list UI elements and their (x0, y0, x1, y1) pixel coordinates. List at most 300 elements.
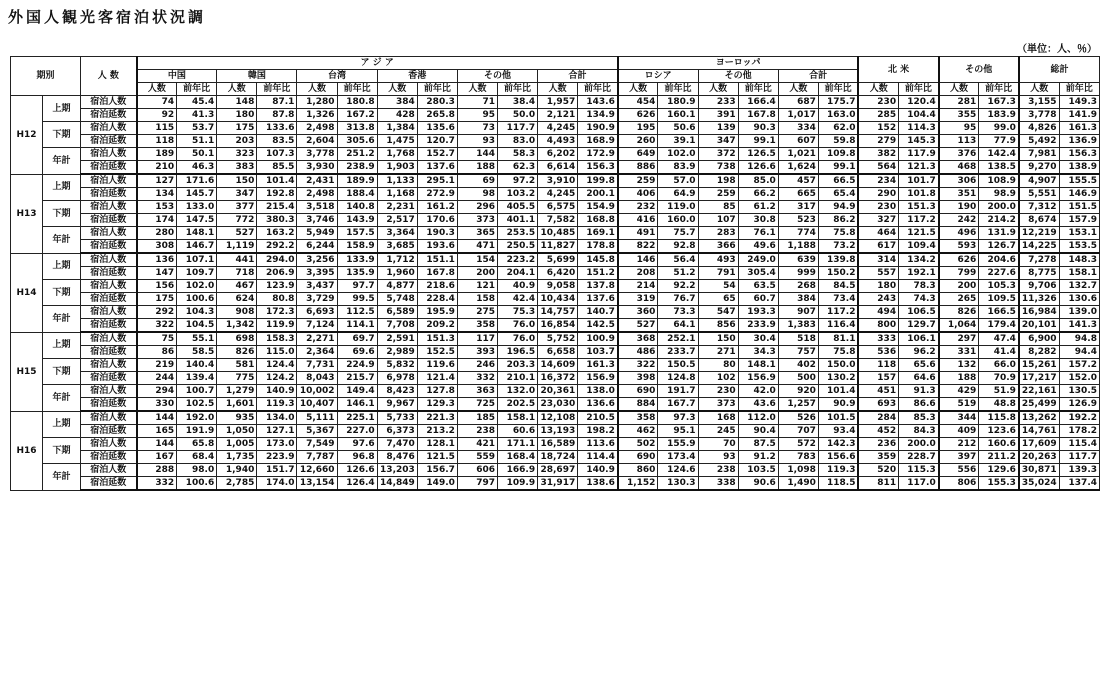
ratio-cell: 49.6 (738, 240, 778, 254)
metric-label: 宿泊延数 (81, 267, 137, 280)
count-cell: 1,017 (778, 109, 818, 122)
count-header: 人数 (217, 83, 257, 96)
count-cell: 22,161 (1019, 385, 1059, 398)
ratio-cell: 252.1 (658, 332, 698, 346)
ratio-header: 前年比 (899, 83, 939, 96)
count-cell: 373 (457, 214, 497, 227)
count-cell: 144 (137, 438, 177, 451)
ratio-cell: 60.6 (498, 425, 538, 438)
ratio-cell: 95.1 (658, 425, 698, 438)
count-cell: 13,262 (1019, 411, 1059, 425)
table-row (11, 148, 1100, 161)
count-cell: 6,244 (297, 240, 337, 254)
ratio-cell: 73.4 (818, 293, 858, 306)
ratio-cell: 160.0 (658, 214, 698, 227)
ratio-cell: 305.4 (738, 267, 778, 280)
count-cell: 6,420 (538, 267, 578, 280)
ratio-cell: 233.7 (658, 346, 698, 359)
ratio-cell: 190.9 (578, 122, 618, 135)
count-cell: 593 (939, 240, 979, 254)
period-label: 年計 (43, 227, 81, 254)
ratio-cell: 126.6 (738, 161, 778, 175)
count-cell: 245 (698, 425, 738, 438)
ratio-cell: 48.8 (979, 398, 1019, 412)
period-header: 期別 (11, 57, 81, 96)
ratio-cell: 109.5 (979, 293, 1019, 306)
count-cell: 11,827 (538, 240, 578, 254)
count-cell: 334 (778, 122, 818, 135)
ratio-cell: 76.7 (658, 293, 698, 306)
count-cell: 2,364 (297, 346, 337, 359)
ratio-cell: 156.3 (578, 161, 618, 175)
count-cell: 365 (457, 227, 497, 240)
ratio-cell: 101.5 (818, 411, 858, 425)
count-cell: 4,245 (538, 188, 578, 201)
count-cell: 368 (618, 332, 658, 346)
ratio-cell: 117.2 (818, 306, 858, 319)
count-cell: 556 (939, 464, 979, 477)
table-row (11, 477, 1100, 491)
count-cell: 284 (858, 411, 898, 425)
count-cell: 783 (778, 451, 818, 464)
table-row (11, 109, 1100, 122)
count-cell: 260 (618, 135, 658, 148)
ratio-cell: 158.3 (257, 332, 297, 346)
table-body (11, 96, 1100, 491)
sub-header: その他 (457, 70, 537, 83)
ratio-cell: 148.3 (1059, 253, 1099, 267)
ratio-cell: 214.2 (979, 214, 1019, 227)
count-cell: 18,724 (538, 451, 578, 464)
count-cell: 3,155 (1019, 96, 1059, 109)
metric-label: 宿泊延数 (81, 372, 137, 385)
ratio-cell: 85.3 (899, 411, 939, 425)
count-cell: 3,685 (377, 240, 417, 254)
count-cell: 279 (858, 135, 898, 148)
ratio-cell: 126.7 (979, 240, 1019, 254)
ratio-cell: 155.5 (1059, 174, 1099, 188)
count-cell: 210 (137, 161, 177, 175)
ratio-cell: 142.5 (578, 319, 618, 333)
ratio-cell: 143.6 (578, 96, 618, 109)
ratio-cell: 65.8 (177, 438, 217, 451)
ratio-cell: 66.0 (979, 359, 1019, 372)
ratio-cell: 156.9 (738, 372, 778, 385)
count-cell: 617 (858, 240, 898, 254)
ratio-cell: 98.0 (177, 464, 217, 477)
count-header: 人数 (297, 83, 337, 96)
count-cell: 154 (457, 253, 497, 267)
ratio-cell: 70.9 (979, 372, 1019, 385)
ratio-cell: 196.5 (498, 346, 538, 359)
ratio-cell: 109.8 (818, 148, 858, 161)
count-cell: 791 (698, 267, 738, 280)
count-cell: 344 (939, 411, 979, 425)
ratio-cell: 123.9 (257, 280, 297, 293)
count-cell: 265 (939, 293, 979, 306)
count-cell: 6,978 (377, 372, 417, 385)
ratio-cell: 117.7 (498, 122, 538, 135)
ratio-cell: 156.9 (578, 372, 618, 385)
ratio-cell: 280.3 (417, 96, 457, 109)
count-cell: 494 (858, 306, 898, 319)
count-cell: 690 (618, 451, 658, 464)
ratio-cell: 137.8 (578, 280, 618, 293)
count-cell: 275 (457, 306, 497, 319)
count-cell: 12,219 (1019, 227, 1059, 240)
count-header: 人数 (377, 83, 417, 96)
period-label: 下期 (43, 280, 81, 306)
ratio-cell: 140.8 (337, 201, 377, 214)
ratio-cell: 87.5 (738, 438, 778, 451)
count-cell: 1,119 (217, 240, 257, 254)
count-cell: 292 (137, 306, 177, 319)
count-cell: 1,903 (377, 161, 417, 175)
ratio-cell: 127.1 (257, 425, 297, 438)
count-cell: 2,271 (297, 332, 337, 346)
ratio-cell: 51.9 (979, 385, 1019, 398)
count-cell: 30,871 (1019, 464, 1059, 477)
ratio-cell: 251.2 (337, 148, 377, 161)
count-cell: 1,133 (377, 174, 417, 188)
count-cell: 283 (698, 227, 738, 240)
count-cell: 1,490 (778, 477, 818, 491)
metric-header-row (11, 83, 1100, 96)
count-cell: 5,733 (377, 411, 417, 425)
count-header: 人数 (858, 83, 898, 96)
ratio-cell: 94.9 (818, 201, 858, 214)
ratio-cell: 133.6 (257, 122, 297, 135)
ratio-cell: 78.3 (899, 280, 939, 293)
metric-label: 宿泊人数 (81, 201, 137, 214)
count-cell: 398 (618, 372, 658, 385)
count-cell: 80 (698, 359, 738, 372)
count-cell: 14,757 (538, 306, 578, 319)
sub-header: 香港 (377, 70, 457, 83)
ratio-cell: 265.8 (417, 109, 457, 122)
count-cell: 17,217 (1019, 372, 1059, 385)
count-cell: 20,101 (1019, 319, 1059, 333)
table-row (11, 451, 1100, 464)
count-cell: 496 (939, 227, 979, 240)
ratio-cell: 69.7 (337, 332, 377, 346)
north-america-header: 北 米 (858, 57, 938, 83)
ratio-cell: 228.4 (417, 293, 457, 306)
ratio-cell: 50.0 (498, 109, 538, 122)
ratio-cell: 193.6 (417, 240, 457, 254)
period-label: 下期 (43, 201, 81, 227)
count-cell: 1,940 (217, 464, 257, 477)
ratio-cell: 126.6 (337, 464, 377, 477)
ratio-cell: 66.2 (738, 188, 778, 201)
ratio-cell: 305.6 (337, 135, 377, 148)
ratio-cell: 161.3 (1059, 122, 1099, 135)
count-cell: 467 (217, 280, 257, 293)
ratio-cell: 65.6 (899, 359, 939, 372)
count-cell: 13,203 (377, 464, 417, 477)
ratio-cell: 124.4 (257, 359, 297, 372)
count-cell: 690 (618, 385, 658, 398)
count-cell: 1,168 (377, 188, 417, 201)
ratio-cell: 158.1 (1059, 267, 1099, 280)
ratio-cell: 136.9 (1059, 135, 1099, 148)
ratio-cell: 41.4 (979, 346, 1019, 359)
table-row (11, 332, 1100, 346)
ratio-cell: 100.6 (177, 477, 217, 491)
count-cell: 230 (858, 96, 898, 109)
ratio-cell: 129.3 (417, 398, 457, 412)
count-cell: 1,735 (217, 451, 257, 464)
count-cell: 1,005 (217, 438, 257, 451)
ratio-cell: 146.9 (1059, 188, 1099, 201)
ratio-cell: 92.8 (658, 240, 698, 254)
ratio-cell: 112.5 (337, 306, 377, 319)
ratio-cell: 96.2 (899, 346, 939, 359)
count-cell: 9,058 (538, 280, 578, 293)
count-cell: 12,660 (297, 464, 337, 477)
count-cell: 856 (698, 319, 738, 333)
ratio-cell: 145.3 (899, 135, 939, 148)
lodging-table (10, 56, 1100, 491)
ratio-cell: 130.5 (1059, 385, 1099, 398)
count-cell: 127 (137, 174, 177, 188)
europe-header: ヨーロッパ (618, 57, 859, 70)
count-cell: 451 (858, 385, 898, 398)
count-cell: 16,372 (538, 372, 578, 385)
table-row (11, 174, 1100, 188)
ratio-cell: 90.4 (738, 425, 778, 438)
count-cell: 384 (377, 96, 417, 109)
count-cell: 188 (939, 372, 979, 385)
ratio-cell: 192.0 (177, 411, 217, 425)
count-cell: 150 (217, 174, 257, 188)
metric-label: 宿泊人数 (81, 332, 137, 346)
ratio-cell: 167.2 (337, 109, 377, 122)
ratio-cell: 224.9 (337, 359, 377, 372)
count-cell: 624 (217, 293, 257, 306)
ratio-cell: 200.1 (578, 188, 618, 201)
ratio-cell: 119.0 (658, 201, 698, 214)
ratio-cell: 167.7 (658, 398, 698, 412)
count-cell: 527 (217, 227, 257, 240)
count-cell: 559 (457, 451, 497, 464)
ratio-cell: 83.5 (257, 135, 297, 148)
table-row (11, 319, 1100, 333)
count-cell: 4,826 (1019, 122, 1059, 135)
ratio-cell: 223.2 (498, 253, 538, 267)
count-cell: 93 (457, 135, 497, 148)
count-cell: 351 (939, 188, 979, 201)
count-cell: 547 (698, 306, 738, 319)
count-cell: 826 (217, 346, 257, 359)
count-cell: 382 (858, 148, 898, 161)
count-cell: 338 (698, 477, 738, 491)
ratio-cell: 150.2 (818, 267, 858, 280)
ratio-cell: 114.4 (578, 451, 618, 464)
count-cell: 376 (939, 148, 979, 161)
ratio-cell: 221.3 (417, 411, 457, 425)
table-row (11, 214, 1100, 227)
ratio-cell: 167.8 (738, 109, 778, 122)
ratio-cell: 75.7 (658, 227, 698, 240)
period-label: 上期 (43, 332, 81, 359)
ratio-cell: 132.0 (498, 385, 538, 398)
count-cell: 2,231 (377, 201, 417, 214)
ratio-cell: 178.8 (578, 240, 618, 254)
ratio-cell: 53.7 (177, 122, 217, 135)
count-cell: 486 (618, 346, 658, 359)
count-cell: 421 (457, 438, 497, 451)
count-cell: 358 (618, 411, 658, 425)
count-cell: 406 (618, 188, 658, 201)
count-cell: 7,787 (297, 451, 337, 464)
ratio-cell: 148.1 (738, 359, 778, 372)
count-header: 人数 (137, 83, 177, 96)
table-row (11, 411, 1100, 425)
count-cell: 188 (457, 161, 497, 175)
count-cell: 2,591 (377, 332, 417, 346)
ratio-cell: 156.6 (818, 451, 858, 464)
count-cell: 698 (217, 332, 257, 346)
metric-label: 宿泊延数 (81, 477, 137, 491)
count-cell: 23,030 (538, 398, 578, 412)
count-cell: 3,746 (297, 214, 337, 227)
ratio-cell: 55.1 (177, 332, 217, 346)
count-cell: 1,712 (377, 253, 417, 267)
count-cell: 146 (618, 253, 658, 267)
ratio-cell: 126.4 (337, 477, 377, 491)
ratio-cell: 210.1 (498, 372, 538, 385)
table-row (11, 464, 1100, 477)
ratio-cell: 151.7 (257, 464, 297, 477)
count-cell: 322 (618, 359, 658, 372)
count-cell: 607 (778, 135, 818, 148)
ratio-cell: 113.6 (578, 438, 618, 451)
count-cell: 3,778 (297, 148, 337, 161)
period-label: 上期 (43, 411, 81, 438)
count-cell: 523 (778, 214, 818, 227)
count-cell: 180 (217, 109, 257, 122)
count-cell: 935 (217, 411, 257, 425)
ratio-cell: 292.2 (257, 240, 297, 254)
ratio-cell: 69.6 (337, 346, 377, 359)
metric-label: 宿泊人数 (81, 227, 137, 240)
count-cell: 69 (457, 174, 497, 188)
ratio-cell: 405.5 (498, 201, 538, 214)
ratio-header: 前年比 (1059, 83, 1099, 96)
count-header: 人数 (538, 83, 578, 96)
count-cell: 10,407 (297, 398, 337, 412)
sub-header: その他 (698, 70, 778, 83)
table-row (11, 385, 1100, 398)
ratio-cell: 103.5 (738, 464, 778, 477)
count-cell: 102 (698, 372, 738, 385)
count-cell: 391 (698, 109, 738, 122)
period-label: 年計 (43, 385, 81, 412)
ratio-cell: 90.6 (738, 477, 778, 491)
count-cell: 8,674 (1019, 214, 1059, 227)
ratio-cell: 140.4 (177, 359, 217, 372)
ratio-cell: 62.0 (818, 122, 858, 135)
count-cell: 774 (778, 227, 818, 240)
ratio-header: 前年比 (818, 83, 858, 96)
page-title: 外国人観光客宿泊状況調 (8, 8, 207, 26)
count-cell: 54 (698, 280, 738, 293)
metric-label: 宿泊延数 (81, 135, 137, 148)
ratio-cell: 147.5 (177, 214, 217, 227)
count-cell: 373 (698, 398, 738, 412)
count-cell: 200 (457, 267, 497, 280)
count-cell: 452 (858, 425, 898, 438)
metric-label: 宿泊人数 (81, 280, 137, 293)
count-cell: 8,043 (297, 372, 337, 385)
ratio-cell: 73.3 (658, 306, 698, 319)
metric-label: 宿泊延数 (81, 109, 137, 122)
count-cell: 3,395 (297, 267, 337, 280)
ratio-cell: 151.1 (417, 253, 457, 267)
ratio-cell: 100.6 (177, 293, 217, 306)
table-row (11, 398, 1100, 412)
ratio-cell: 134.0 (257, 411, 297, 425)
sub-header: 中国 (137, 70, 217, 83)
count-cell: 358 (457, 319, 497, 333)
count-cell: 190 (939, 201, 979, 214)
ratio-cell: 104.3 (177, 306, 217, 319)
ratio-cell: 102.0 (177, 280, 217, 293)
ratio-cell: 166.4 (738, 96, 778, 109)
count-cell: 3,930 (297, 161, 337, 175)
count-cell: 366 (698, 240, 738, 254)
ratio-cell: 123.6 (979, 425, 1019, 438)
ratio-cell: 134.9 (578, 109, 618, 122)
ratio-cell: 170.6 (417, 214, 457, 227)
metric-label: 宿泊人数 (81, 174, 137, 188)
count-cell: 212 (939, 438, 979, 451)
count-cell: 74 (137, 96, 177, 109)
ratio-cell: 178.2 (1059, 425, 1099, 438)
ratio-cell: 124.6 (658, 464, 698, 477)
count-cell: 314 (858, 253, 898, 267)
ratio-cell: 223.9 (257, 451, 297, 464)
table-row (11, 135, 1100, 148)
ratio-cell: 151.3 (899, 201, 939, 214)
count-cell: 797 (457, 477, 497, 491)
ratio-cell: 200.0 (979, 201, 1019, 214)
count-cell: 718 (217, 267, 257, 280)
count-cell: 14,225 (1019, 240, 1059, 254)
ratio-cell: 103.2 (498, 188, 538, 201)
ratio-cell: 124.2 (257, 372, 297, 385)
ratio-cell: 97.3 (658, 411, 698, 425)
count-cell: 117 (457, 332, 497, 346)
count-cell: 35,024 (1019, 477, 1059, 491)
ratio-cell: 141.9 (1059, 109, 1099, 122)
people-header: 人 数 (81, 57, 137, 96)
count-cell: 322 (137, 319, 177, 333)
count-cell: 7,582 (538, 214, 578, 227)
ratio-cell: 168.4 (498, 451, 538, 464)
count-header: 人数 (698, 83, 738, 96)
ratio-cell: 183.9 (979, 109, 1019, 122)
ratio-cell: 139.8 (818, 253, 858, 267)
ratio-cell: 157.5 (337, 227, 377, 240)
ratio-header: 前年比 (578, 83, 618, 96)
count-cell: 665 (778, 188, 818, 201)
count-cell: 519 (939, 398, 979, 412)
count-cell: 355 (939, 109, 979, 122)
count-cell: 12,108 (538, 411, 578, 425)
ratio-cell: 64.6 (899, 372, 939, 385)
